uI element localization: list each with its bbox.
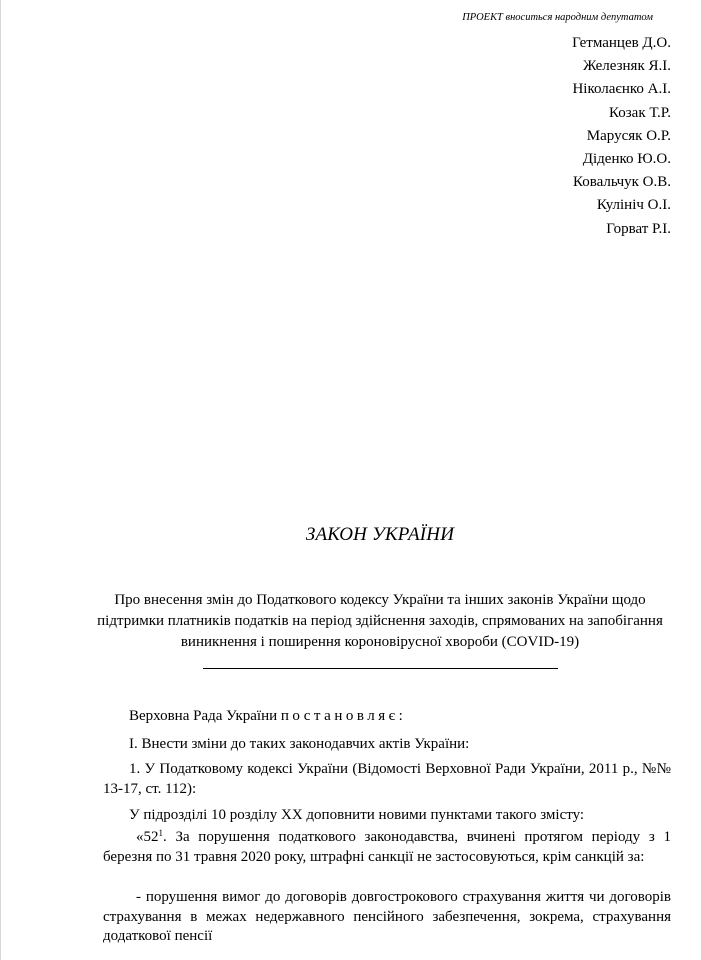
divider-line [203,668,558,669]
author-name: Діденко Ю.О. [582,151,671,168]
preamble-end: : [398,708,403,724]
author-name: Ковальчук О.В. [572,174,671,191]
subsection-paragraph: У підрозділі 10 розділу XX доповнити новими пунктами такого змісту: [129,807,585,823]
clause-text: . За порушення податкового законодавства, вчинені протягом періоду з 1 березня по 31 травня 2020 року, штрафні санкції не застосовуються, крім санкцій за: [103,829,671,865]
author-name: Горват Р.І. [606,220,671,237]
page-edge [0,0,1,960]
preamble [103,706,671,726]
preamble-start: Верховна Рада України [129,708,281,724]
law-subject: Про внесення змін до Податкового кодексу України та інших законів України щодо підтримки платників податків на період здійснення заходів, спрямованих на запобігання виникнення і поширення короновірусної хвороби (COVID-19) [97,592,663,650]
bullet-item: - порушення вимог до договорів довгострокового страхування життя чи договорів страхування в межах недержавного пенсійного забезпечення, зокрема, страхування додаткової пенсії [103,889,671,944]
author-name: Ніколаєнко А.І. [572,81,671,98]
preamble-spaced-word: постановляє [280,708,399,724]
clause-superscript: 1 [158,828,163,838]
project-note: ПРОЕКТ вноситься народним депутатом [462,12,653,23]
author-name: Гетманцев Д.О. [572,35,671,51]
clause-prefix: «52 [136,829,159,845]
author-name: Марусяк О.Р. [586,127,671,144]
author-name: Железняк Я.І. [582,58,671,75]
authors-list [572,32,671,241]
section-i: І. Внести зміни до таких законодавчих актів України: [129,736,470,752]
clause-52-1 [103,828,671,867]
author-name: Козак Т.Р. [608,104,671,121]
author-name: Кулініч О.І. [596,197,671,214]
item-1: 1. У Податковому кодексі України (Відомості Верховної Ради України, 2011 р., №№ 13-17, ст. 112): [103,761,671,797]
law-title: ЗАКОН УКРАЇНИ [305,524,455,545]
